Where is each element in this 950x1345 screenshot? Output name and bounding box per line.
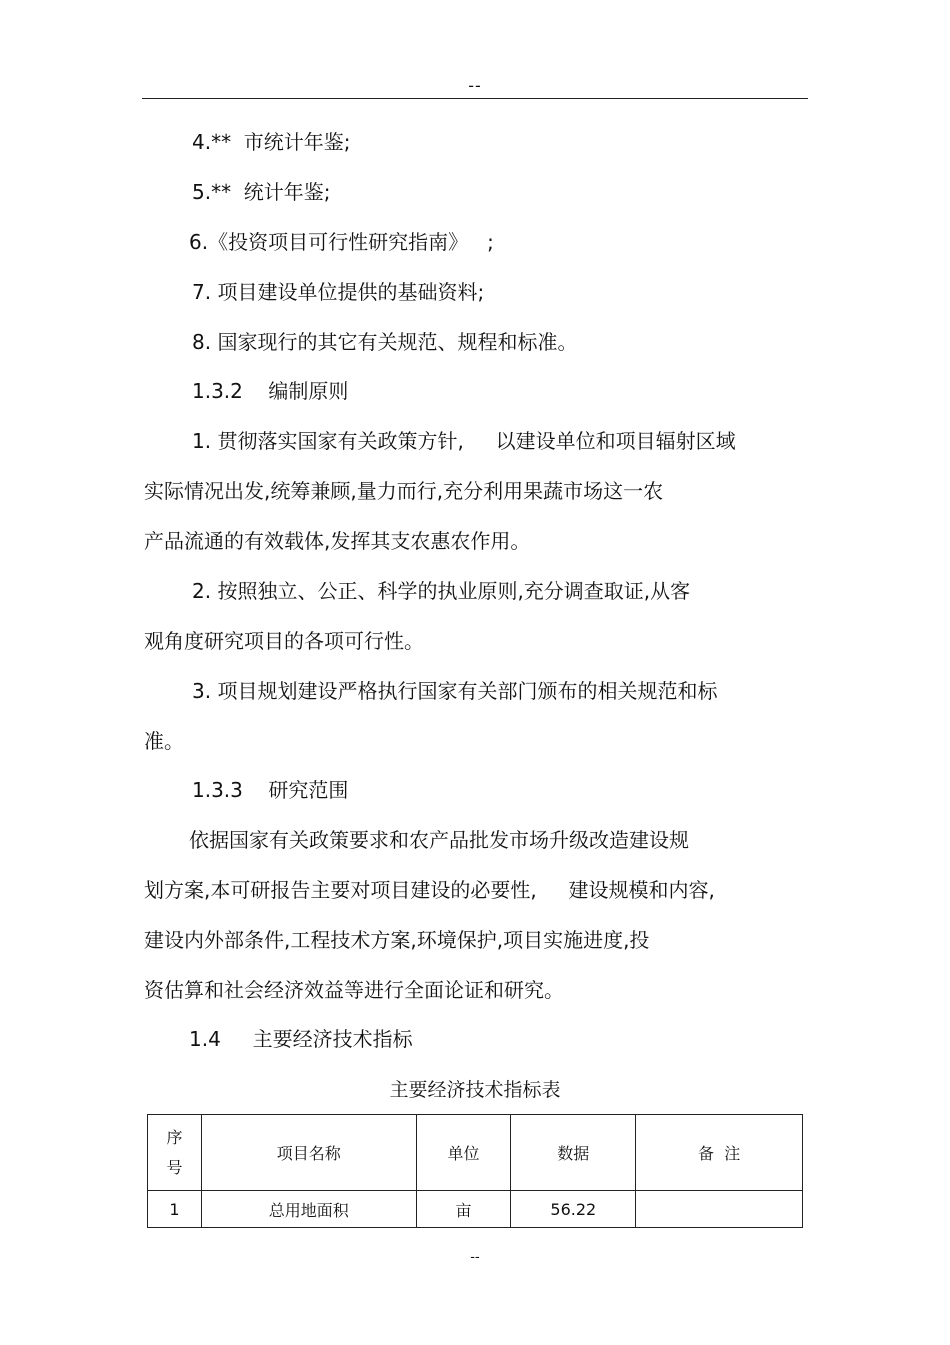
header-value: 数据 xyxy=(511,1115,636,1191)
text-line: 实际情况出发,统筹兼顾,量力而行,充分利用果蔬市场这一农 xyxy=(144,479,664,503)
text-line: 6.《投资项目可行性研究指南》 ; xyxy=(189,230,494,254)
header-rule xyxy=(142,98,808,99)
cell-unit: 亩 xyxy=(416,1191,511,1228)
text-line: 1. 贯彻落实国家有关政策方针, 以建设单位和项目辐射区域 xyxy=(192,429,736,453)
header-seq-bottom: 号 xyxy=(166,1157,183,1177)
header-seq-top: 序 xyxy=(166,1127,183,1147)
text-line: 4.** 市统计年鉴; xyxy=(192,130,351,154)
text-line: 5.** 统计年鉴; xyxy=(192,180,331,204)
section-heading: 1.4 主要经济技术指标 xyxy=(189,1027,413,1051)
header-name: 项目名称 xyxy=(201,1115,416,1191)
page-footer-mark: -- xyxy=(470,1250,480,1265)
text-line: 2. 按照独立、公正、科学的执业原则,充分调查取证,从客 xyxy=(192,579,691,603)
text-line: 7. 项目建设单位提供的基础资料; xyxy=(192,280,485,304)
header-unit: 单位 xyxy=(416,1115,511,1191)
table-title: 主要经济技术指标表 xyxy=(389,1079,561,1101)
text-line: 观角度研究项目的各项可行性。 xyxy=(144,629,424,653)
indicators-table xyxy=(147,1114,803,1228)
text-line: 产品流通的有效载体,发挥其支农惠农作用。 xyxy=(144,529,531,553)
text-line: 准。 xyxy=(144,729,184,753)
table-row xyxy=(148,1191,803,1228)
text-line: 8. 国家现行的其它有关规范、规程和标准。 xyxy=(192,330,578,354)
section-heading: 1.3.2 编制原则 xyxy=(192,379,349,403)
text-line: 依据国家有关政策要求和农产品批发市场升级改造建设规 xyxy=(189,828,689,852)
text-line: 划方案,本可研报告主要对项目建设的必要性, 建设规模和内容, xyxy=(144,878,715,902)
table-header-row xyxy=(148,1115,803,1191)
cell-note xyxy=(636,1191,803,1228)
header-note: 备 注 xyxy=(636,1115,803,1191)
section-heading: 1.3.3 研究范围 xyxy=(192,778,349,802)
page-header-mark: -- xyxy=(468,76,482,95)
header-seq xyxy=(148,1115,202,1191)
cell-name: 总用地面积 xyxy=(201,1191,416,1228)
cell-seq: 1 xyxy=(148,1191,202,1228)
text-line: 资估算和社会经济效益等进行全面论证和研究。 xyxy=(144,978,564,1002)
cell-value: 56.22 xyxy=(511,1191,636,1228)
text-line: 建设内外部条件,工程技术方案,环境保护,项目实施进度,投 xyxy=(144,928,650,952)
text-line: 3. 项目规划建设严格执行国家有关部门颁布的相关规范和标 xyxy=(192,679,718,703)
